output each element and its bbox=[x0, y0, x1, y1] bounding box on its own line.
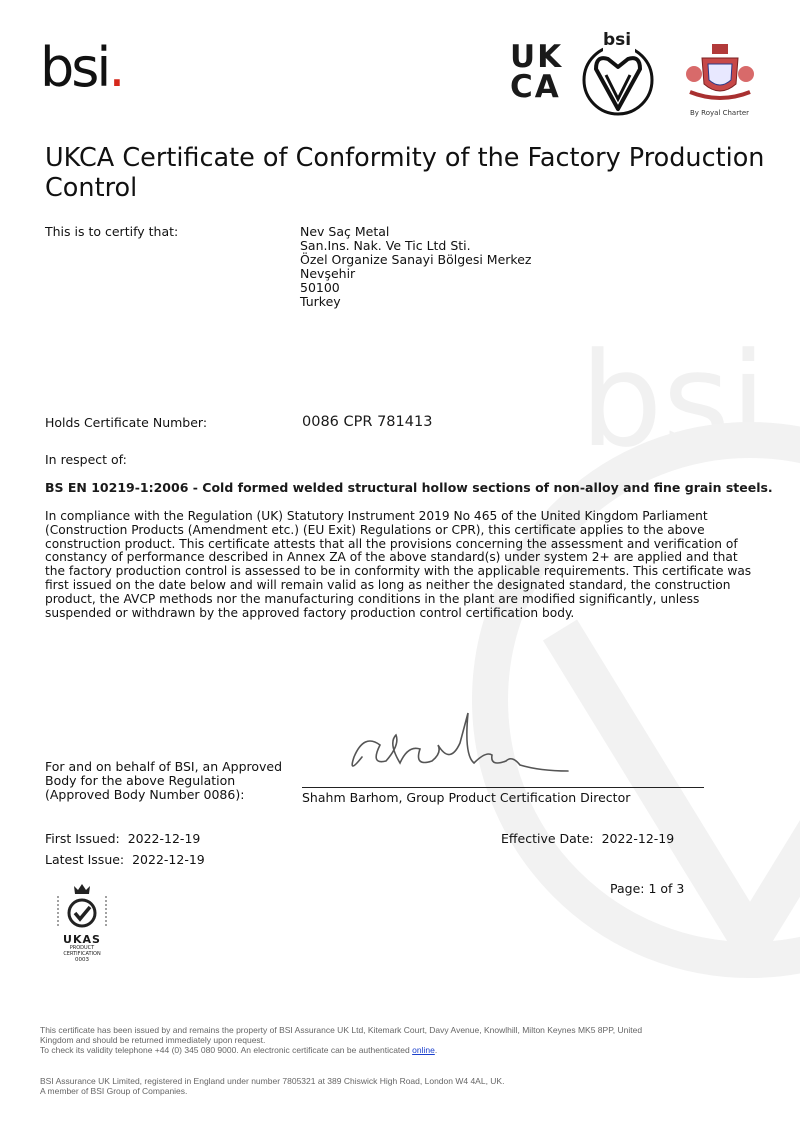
latest-issue-label: Latest Issue: bbox=[45, 852, 125, 867]
footer-line: This certificate has been issued by and remains the property of BSI Assurance UK Ltd, Kitemark Court, Davy Avenue, Knowlhill, Milton Keynes MK5 8PP, United bbox=[40, 1025, 643, 1035]
ukca-line1: UK bbox=[510, 39, 564, 75]
footer-legal bbox=[40, 1025, 760, 1055]
first-issued-label: First Issued: bbox=[45, 831, 120, 846]
royal-charter-crest-icon bbox=[682, 40, 758, 110]
address-line: Nevşehir bbox=[300, 266, 356, 281]
certificate-title: UKCA Certificate of Conformity of the Factory Production Control bbox=[45, 143, 765, 203]
footer-period: . bbox=[434, 1045, 438, 1055]
behalf-line: (Approved Body Number 0086): bbox=[45, 787, 245, 802]
address-line: Turkey bbox=[300, 294, 341, 309]
latest-issue bbox=[45, 853, 205, 867]
online-link[interactable]: online bbox=[412, 1045, 435, 1055]
ukas-line1: PRODUCT bbox=[69, 945, 95, 951]
scope-standard: BS EN 10219-1:2006 - Cold formed welded structural hollow sections of non-alloy and fine grain steels. bbox=[45, 480, 773, 495]
address-line: Özel Organize Sanayi Bölgesi Merkez bbox=[300, 252, 532, 267]
ukas-crown-check-icon bbox=[54, 882, 110, 930]
footer-company bbox=[40, 1076, 760, 1096]
bsi-watermark bbox=[420, 300, 800, 1060]
effective-date-label: Effective Date: bbox=[501, 831, 594, 846]
footer-line: Kingdom and should be returned immediately upon request. bbox=[40, 1035, 266, 1045]
ukas-mark bbox=[54, 882, 110, 963]
signatory-name: Shahm Barhom, Group Product Certification Director bbox=[302, 790, 631, 805]
address-line: 50100 bbox=[300, 280, 340, 295]
ukca-mark bbox=[510, 39, 580, 112]
compliance-text: In compliance with the Regulation (UK) Statutory Instrument 2019 No 465 of the United Kingdom Parliament (Construction Products (Amendment etc.) (EU Exit) Regulations or CPR), this certificate applies to the above construction product. This certificate attests that all the provisions concerning the assessment and verification of constancy of performance described in Annex ZA of the above standard(s) under system 2+ are applied and that the factory production control is assessed to be in conformity with the applicable requirements. This certificate was first issued on the date below and will remain valid as long as neither the designated standard, the construction product, the AVCP methods nor the manufacturing conditions in the plant are modified significantly, unless suspended or withdrawn by the approved factory production control certification body. bbox=[45, 509, 752, 620]
certify-label: This is to certify that: bbox=[45, 224, 179, 239]
ukas-number: 0003 bbox=[75, 957, 89, 963]
royal-charter-caption: By Royal Charter bbox=[690, 109, 750, 117]
signature-line bbox=[302, 787, 704, 788]
ukas-name: UKAS bbox=[63, 933, 101, 946]
footer-line: BSI Assurance UK Limited, registered in England under number 7805321 at 389 Chiswick High Road, London W4 4AL, UK. bbox=[40, 1076, 505, 1086]
behalf-line: For and on behalf of BSI, an Approved bbox=[45, 759, 283, 774]
footer-validity-text: To check its validity telephone +44 (0) 345 080 9000. An electronic certificate can be authenticated bbox=[40, 1045, 413, 1055]
effective-date bbox=[501, 832, 674, 846]
ukas-line2: CERTIFICATION bbox=[63, 951, 101, 957]
footer-line: A member of BSI Group of Companies. bbox=[40, 1086, 188, 1096]
page-number: Page: 1 of 3 bbox=[610, 881, 685, 896]
ukca-line2: CA bbox=[510, 69, 561, 105]
first-issued-date: 2022-12-19 bbox=[127, 831, 201, 846]
latest-issue-date: 2022-12-19 bbox=[132, 852, 205, 867]
kitemark-bsi-label: bsi bbox=[603, 30, 632, 50]
behalf-text bbox=[45, 760, 282, 802]
cert-number-label: Holds Certificate Number: bbox=[45, 415, 208, 430]
behalf-line: Body for the above Regulation bbox=[45, 773, 236, 788]
respect-label: In respect of: bbox=[45, 452, 127, 467]
cert-number: 0086 CPR 781413 bbox=[302, 414, 433, 430]
effective-date-value: 2022-12-19 bbox=[601, 831, 675, 846]
signature bbox=[340, 705, 580, 785]
watermark-text: bsi bbox=[580, 324, 767, 476]
footer-line bbox=[40, 1045, 760, 1055]
bsi-logo: bsi. bbox=[40, 36, 123, 99]
first-issued bbox=[45, 832, 200, 846]
address-line: San.Ins. Nak. Ve Tic Ltd Sti. bbox=[300, 238, 471, 253]
address-line: Nev Saç Metal bbox=[300, 224, 390, 239]
company-address bbox=[300, 225, 531, 309]
